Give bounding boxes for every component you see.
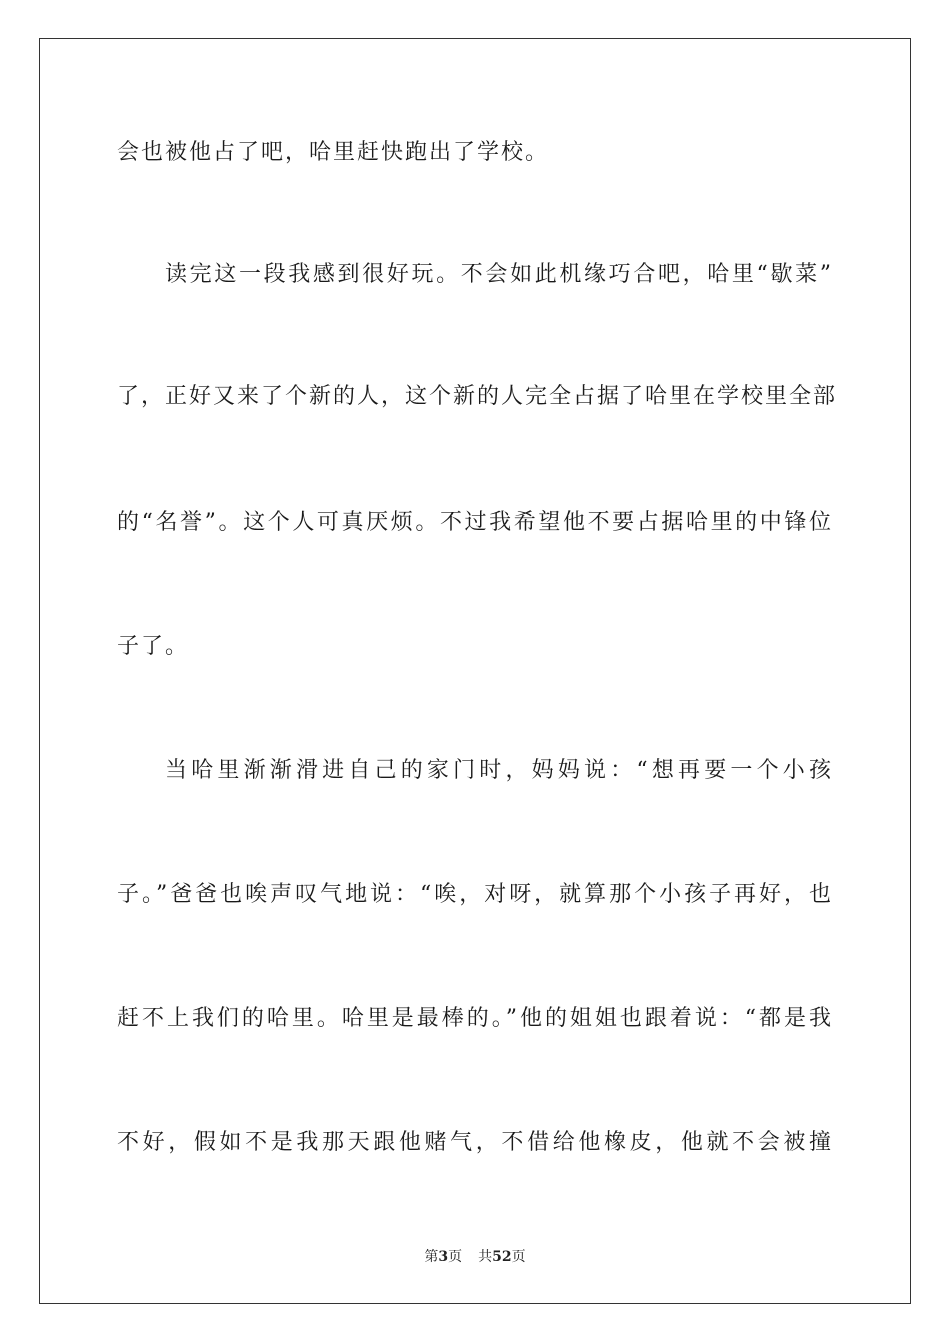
paragraph-line-3: 了，正好又来了个新的人，这个新的人完全占据了哈里在学校里全部 [117, 384, 838, 409]
footer-total-suffix: 页 [511, 1249, 526, 1265]
paragraph-line-1: 会也被他占了吧，哈里赶快跑出了学校。 [117, 140, 550, 165]
footer-page-number: 3 [438, 1249, 449, 1265]
paragraph-line-6: 当哈里渐渐滑进自己的家门时，妈妈说：“想再要一个小孩 [165, 758, 833, 783]
paragraph-line-2: 读完这一段我感到很好玩。不会如此机缘巧合吧，哈里“歇菜” [165, 262, 833, 287]
paragraph-line-5: 子了。 [117, 634, 190, 659]
paragraph-line-4: 的“名誉”。这个人可真厌烦。不过我希望他不要占据哈里的中锋位 [117, 510, 833, 535]
paragraph-line-9: 不好，假如不是我那天跟他赌气，不借给他橡皮，他就不会被撞 [117, 1130, 833, 1155]
page-border [39, 38, 911, 1304]
footer-total-pages: 52 [492, 1249, 512, 1265]
footer-total-prefix: 共 [478, 1249, 493, 1265]
page-footer [0, 1248, 950, 1266]
paragraph-line-8: 赶不上我们的哈里。哈里是最棒的。”他的姐姐也跟着说：“都是我 [117, 1006, 833, 1031]
footer-page-prefix: 第 [424, 1249, 439, 1265]
paragraph-line-7: 子。”爸爸也唉声叹气地说：“唉，对呀，就算那个小孩子再好，也 [117, 882, 833, 907]
footer-page-suffix: 页 [448, 1249, 463, 1265]
